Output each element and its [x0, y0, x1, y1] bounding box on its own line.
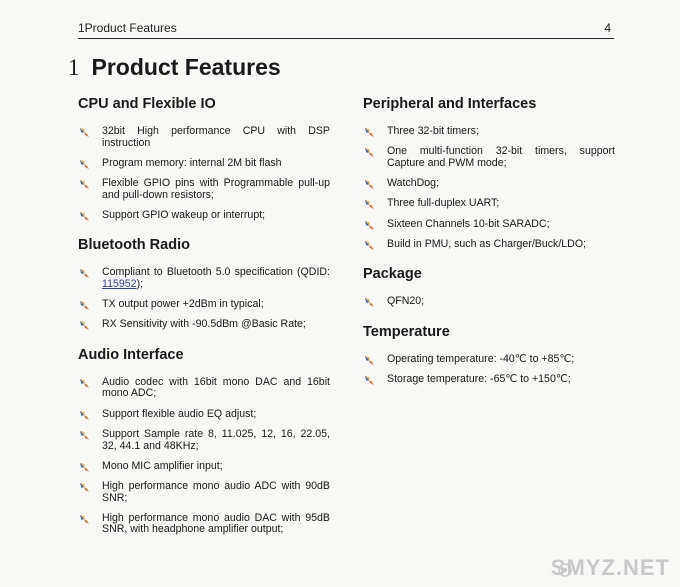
- arrowhead-bullet-icon: [79, 127, 90, 138]
- feature-section: [363, 96, 615, 250]
- feature-text: Program memory: internal 2M bit flash: [102, 156, 282, 169]
- feature-list: [363, 296, 615, 308]
- feature-item-text: [387, 219, 615, 231]
- feature-text: TX output power +2dBm in typical;: [102, 298, 264, 311]
- feature-text: QFN20;: [387, 295, 425, 308]
- arrowhead-bullet-icon: [364, 297, 375, 308]
- arrowhead-bullet-icon: [364, 375, 375, 386]
- qdid-link[interactable]: 115952: [102, 277, 137, 290]
- arrowhead-bullet-icon: [79, 320, 90, 331]
- arrowhead-bullet-icon: [79, 482, 90, 493]
- feature-text: Operating temperature: -40℃ to +85℃;: [387, 352, 575, 365]
- feature-item-text: [387, 146, 615, 169]
- feature-item-text: [387, 198, 615, 210]
- section-title: Audio Interface: [78, 346, 184, 363]
- arrowhead-bullet-icon: [364, 147, 375, 158]
- header-rule: [78, 38, 614, 39]
- feature-item: [78, 319, 330, 331]
- feature-item: [363, 219, 615, 231]
- feature-text: Mono MIC amplifier input;: [102, 459, 223, 472]
- feature-item-text: [387, 374, 615, 386]
- feature-section: [78, 347, 330, 536]
- feature-item: [363, 126, 615, 138]
- arrowhead-bullet-icon: [364, 179, 375, 190]
- feature-text: Sixteen Channels 10-bit SARADC;: [387, 217, 550, 230]
- arrowhead-bullet-icon: [79, 268, 90, 279]
- section-title: Package: [363, 266, 422, 283]
- feature-text: Audio codec with 16bit mono DAC and 16bit mono ADC;: [102, 375, 330, 400]
- feature-item: [78, 429, 330, 452]
- feature-item: [363, 198, 615, 210]
- feature-item: [363, 374, 615, 386]
- arrowhead-bullet-icon: [364, 240, 375, 251]
- feature-item: [78, 481, 330, 504]
- feature-item: [363, 354, 615, 366]
- feature-item-text: [102, 178, 330, 201]
- arrowhead-bullet-icon: [79, 300, 90, 311]
- feature-item: [78, 461, 330, 473]
- feature-text: High performance mono audio DAC with 95dB SNR, with headphone amplifier output;: [102, 511, 330, 536]
- feature-item: [78, 513, 330, 536]
- arrowhead-bullet-icon: [79, 211, 90, 222]
- arrowhead-bullet-icon: [79, 378, 90, 389]
- feature-text: Support GPIO wakeup or interrupt;: [102, 208, 266, 221]
- feature-text: Build in PMU, such as Charger/Buck/LDO;: [387, 237, 587, 250]
- feature-text: High performance mono audio ADC with 90dB SNR;: [102, 480, 330, 504]
- feature-item-text: [102, 158, 330, 170]
- feature-item: [363, 296, 615, 308]
- feature-item: [78, 158, 330, 170]
- feature-item-text: [102, 267, 330, 290]
- arrowhead-bullet-icon: [79, 462, 90, 473]
- feature-item-text: [102, 409, 330, 421]
- feature-item: [363, 178, 615, 190]
- feature-section: [78, 237, 330, 331]
- arrowhead-bullet-icon: [79, 159, 90, 170]
- feature-text: Flexible GPIO pins with Programmable pull-up and pull-down resistors;: [102, 177, 330, 201]
- chapter-title: Product Features: [91, 54, 281, 80]
- arrowhead-bullet-icon: [364, 355, 375, 366]
- feature-list: [78, 377, 330, 536]
- feature-item: [78, 299, 330, 311]
- section-title: Peripheral and Interfaces: [363, 96, 537, 112]
- feature-text: WatchDog;: [387, 177, 440, 190]
- feature-item-text: [102, 513, 330, 536]
- page-header: [78, 21, 611, 35]
- feature-text: Three full-duplex UART;: [387, 197, 500, 210]
- feature-item: [78, 126, 330, 149]
- feature-item: [78, 267, 330, 290]
- feature-text: 32bit High performance CPU with DSP instruction: [102, 125, 330, 149]
- feature-item-text: [102, 319, 330, 331]
- feature-text: RX Sensitivity with -90.5dBm @Basic Rate;: [102, 318, 306, 331]
- feature-section: [78, 96, 330, 221]
- arrowhead-bullet-icon: [79, 179, 90, 190]
- feature-item: [78, 210, 330, 222]
- chapter-number: 1: [68, 55, 80, 80]
- feature-item-text: [102, 377, 330, 400]
- feature-list: [78, 267, 330, 331]
- page-number: 4: [604, 21, 611, 35]
- feature-item-text: [387, 126, 615, 138]
- left-column: [78, 96, 330, 552]
- arrowhead-bullet-icon: [364, 127, 375, 138]
- feature-item-text: [102, 461, 330, 473]
- right-column: [363, 96, 615, 402]
- feature-item-text: [387, 178, 615, 190]
- feature-item-text: [102, 210, 330, 222]
- arrowhead-bullet-icon: [364, 199, 375, 210]
- watermark: SMYZ.NET: [550, 555, 670, 580]
- feature-text: Three 32-bit timers;: [387, 125, 479, 137]
- feature-item: [363, 146, 615, 169]
- feature-item-text: [387, 354, 615, 366]
- feature-text-suffix: );: [136, 277, 144, 290]
- feature-item: [78, 409, 330, 421]
- feature-text: Storage temperature: -65℃ to +150℃;: [387, 373, 571, 386]
- feature-section: [363, 266, 615, 308]
- arrowhead-bullet-icon: [79, 410, 90, 421]
- section-title: CPU and Flexible IO: [78, 96, 216, 112]
- feature-text: Support flexible audio EQ adjust;: [102, 407, 257, 420]
- feature-list: [363, 126, 615, 250]
- feature-item-text: [387, 239, 615, 251]
- feature-item-text: [102, 429, 330, 452]
- feature-item-text: [102, 299, 330, 311]
- header-title: 1Product Features: [78, 21, 177, 35]
- feature-item: [363, 239, 615, 251]
- feature-text: Compliant to Bluetooth 5.0 specification (QDID:: [102, 266, 330, 279]
- feature-list: [363, 354, 615, 386]
- section-title: Bluetooth Radio: [78, 237, 190, 254]
- feature-item-text: [102, 126, 330, 149]
- section-title: Temperature: [363, 323, 450, 340]
- feature-section: [363, 324, 615, 386]
- feature-item: [78, 377, 330, 400]
- arrowhead-bullet-icon: [79, 514, 90, 525]
- arrowhead-bullet-icon: [364, 220, 375, 231]
- feature-item-text: [387, 296, 615, 308]
- chapter-heading: [68, 54, 281, 81]
- arrowhead-bullet-icon: [79, 430, 90, 441]
- feature-text: One multi-function 32-bit timers, support Capture and PWM mode;: [387, 145, 615, 169]
- feature-list: [78, 126, 330, 221]
- feature-item-text: [102, 481, 330, 504]
- feature-item: [78, 178, 330, 201]
- feature-text: Support Sample rate 8, 11.025, 12, 16, 22.05, 32, 44.1 and 48KHz;: [102, 428, 330, 452]
